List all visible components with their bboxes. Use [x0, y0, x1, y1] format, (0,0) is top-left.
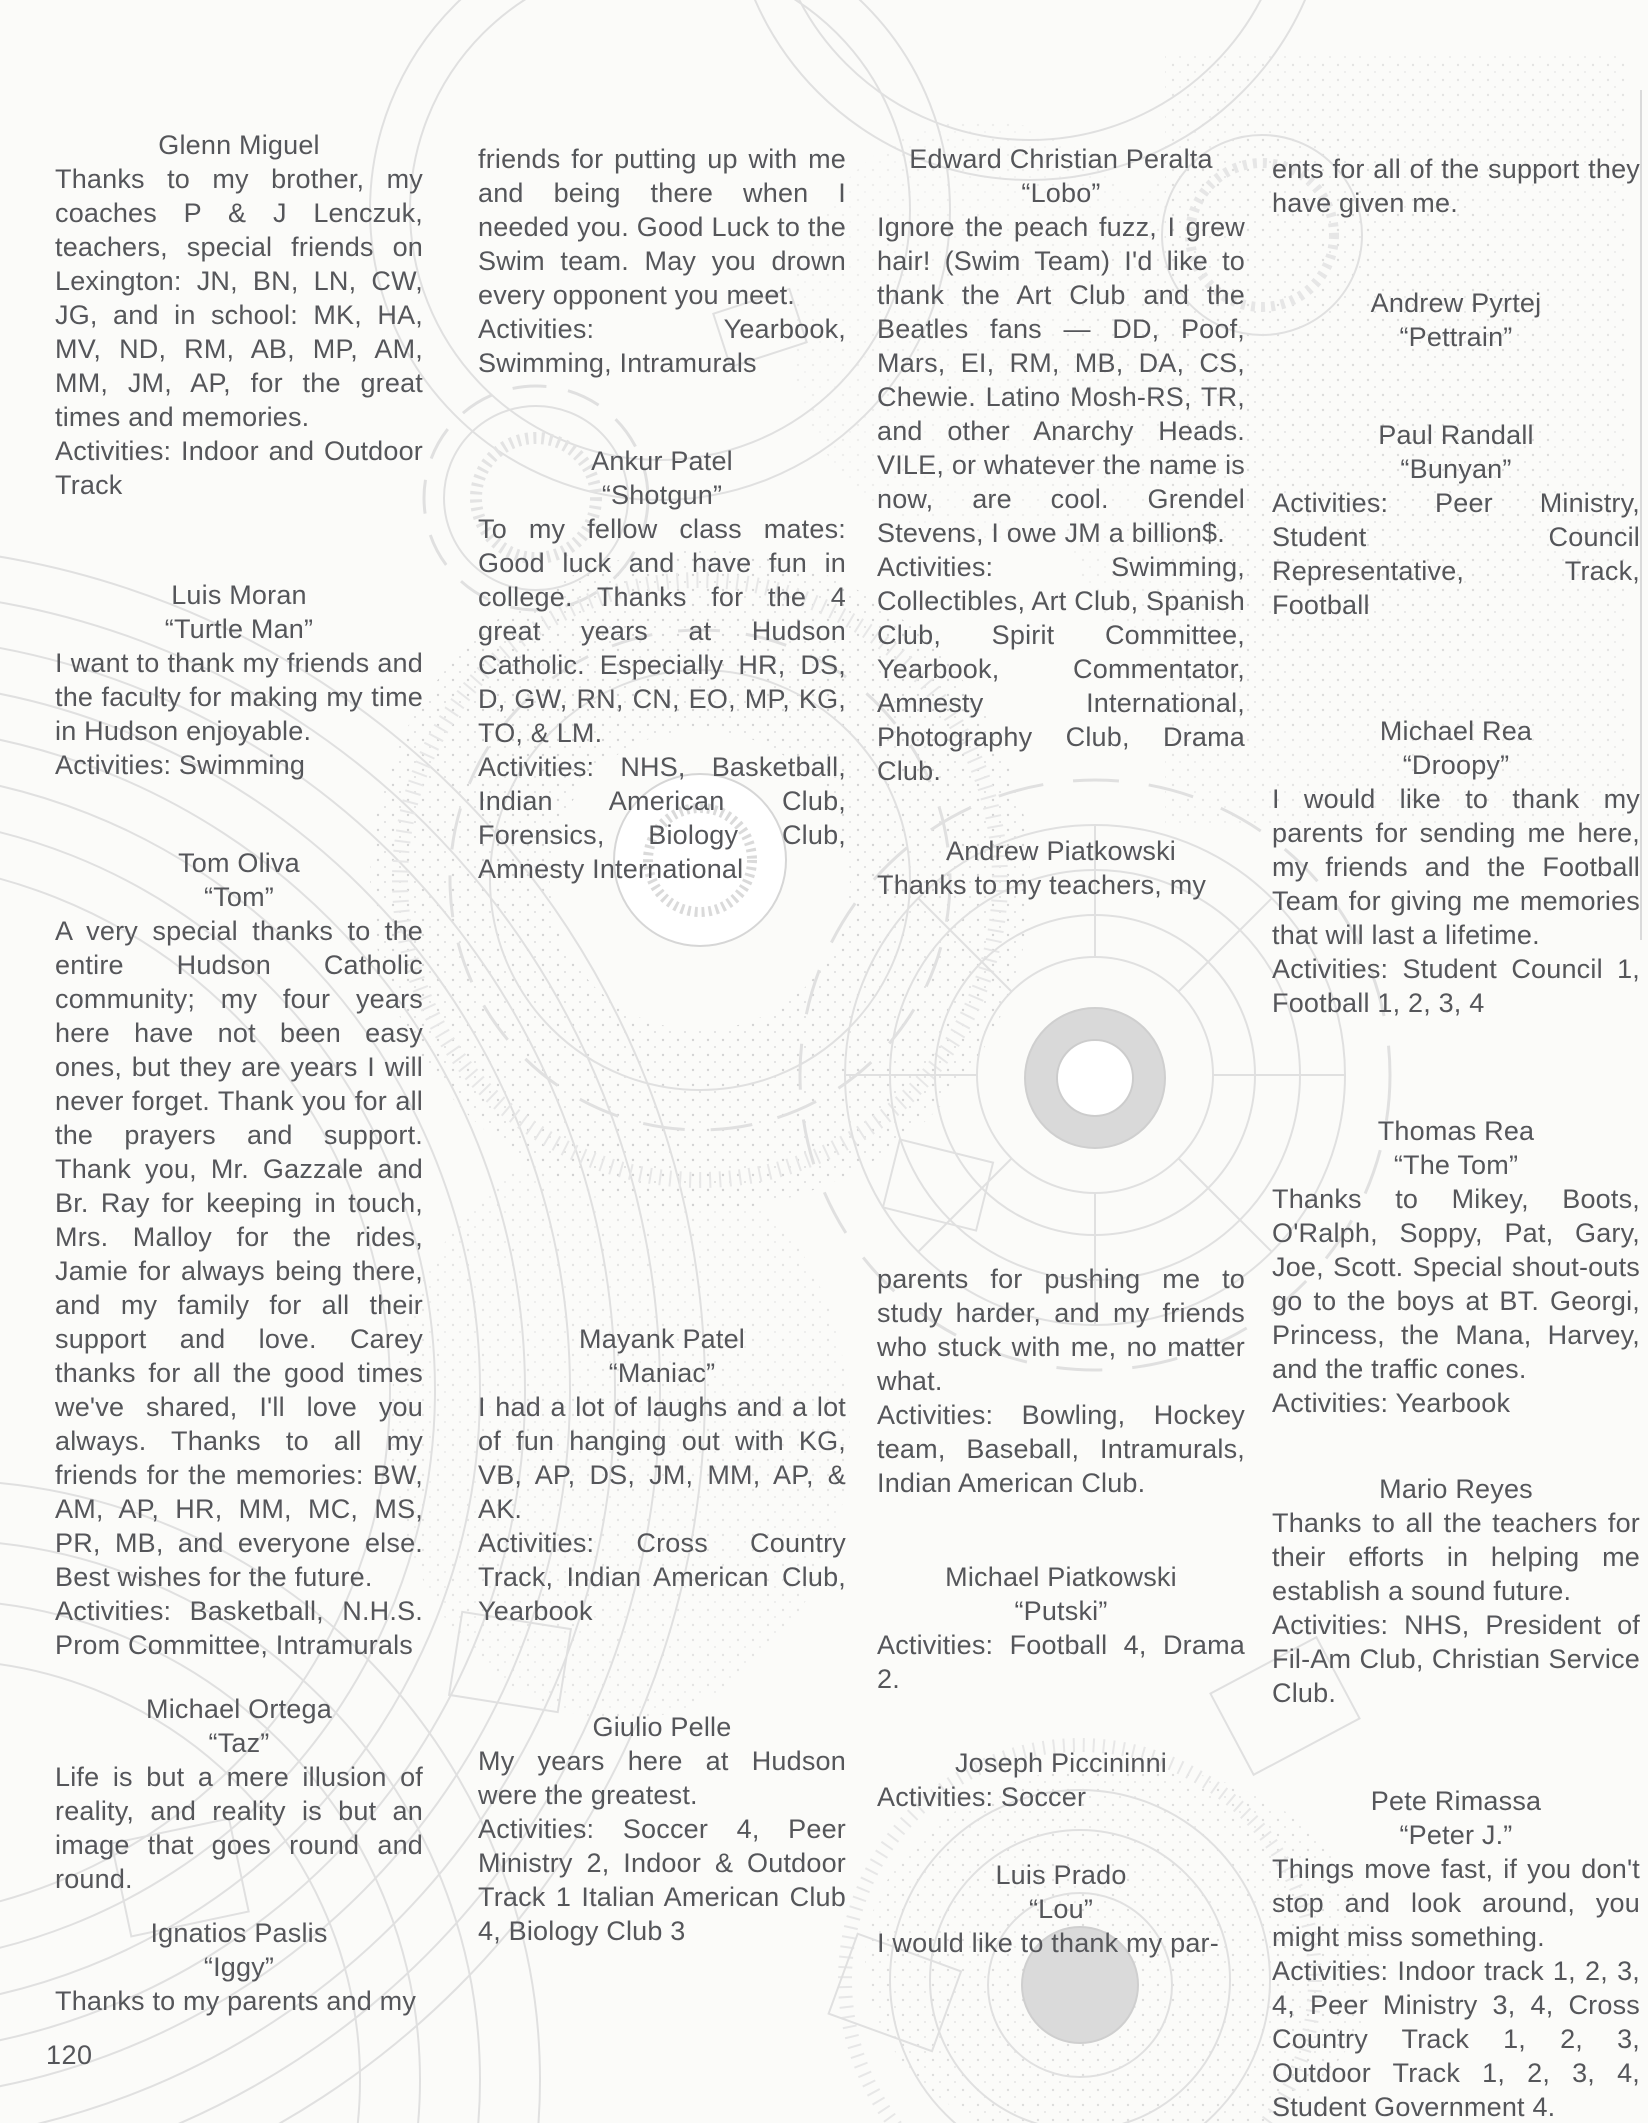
yearbook-entry-continuation: [478, 142, 846, 380]
entry-name: Pete Rimassa: [1370, 1786, 1542, 1816]
entry-body: I want to thank my friends and the faculty for making my time in Hudson enjoyable.: [55, 648, 423, 746]
yearbook-entry: [478, 1710, 846, 1948]
entry-activities: Activities: Cross Country Track, Indian American Club, Yearbook: [478, 1528, 846, 1626]
entry-nickname: “Lobo”: [1021, 178, 1101, 208]
entry-name: Tom Oliva: [178, 848, 300, 878]
entry-activities: Activities: Student Council 1, Football 1, 2, 3, 4: [1272, 954, 1640, 1018]
entry-name: Giulio Pelle: [592, 1712, 732, 1742]
entry-nickname: “Pettrain”: [1399, 322, 1513, 352]
entry-nickname: “Tom”: [204, 882, 274, 912]
entry-name: Mayank Patel: [579, 1324, 745, 1354]
entry-nickname: “Turtle Man”: [164, 614, 314, 644]
entry-name: Ignatios Paslis: [150, 1918, 328, 1948]
text-column: [1272, 0, 1640, 2123]
entry-body: Things move fast, if you don't stop and look around, you might miss something.: [1272, 1854, 1640, 1952]
entry-nickname: “Iggy”: [203, 1952, 275, 1982]
entry-body: ents for all of the support they have given me.: [1272, 154, 1640, 218]
entry-activities: Activities: Peer Ministry, Student Council Representative, Track, Football: [1272, 488, 1640, 620]
yearbook-entry: [1272, 1114, 1640, 1420]
entry-body: A very special thanks to the entire Hudson Catholic community; my four years here have not been easy ones, but they are years I will never forget. Thank you for all the prayers and support. Thank you, Mr. Gazzale and Br. Ray for keeping in touch, Mrs. Malloy for the rides, Jamie for always being there, and my family for all their support and love. Carey thanks for all the good times we've shared, I'll love you always. Thanks to all my friends for the memories: BW, AM, AP, HR, MM, MC, MS, PR, MB, and everyone else. Best wishes for the future.: [55, 916, 423, 1592]
entry-body: Thanks to my parents and my: [55, 1986, 417, 2016]
entry-body: Thanks to all the teachers for their efforts in helping me establish a sound future.: [1272, 1508, 1640, 1606]
yearbook-entry: [55, 1916, 423, 2018]
yearbook-entry: [877, 834, 1245, 902]
entry-nickname: “Taz”: [208, 1728, 270, 1758]
entry-name: Thomas Rea: [1377, 1116, 1535, 1146]
entry-name: Paul Randall: [1378, 420, 1534, 450]
yearbook-entry: [55, 1692, 423, 1896]
entry-activities: Activities: Soccer: [877, 1782, 1087, 1812]
entry-nickname: “Droopy”: [1402, 750, 1510, 780]
entry-activities: Activities: NHS, Basketball, Indian American Club, Forensics, Biology Club, Amnesty International: [478, 752, 846, 884]
yearbook-entry: [1272, 286, 1640, 354]
entry-activities: Activities: Indoor and Outdoor Track: [55, 436, 423, 500]
entry-activities: Activities: Swimming: [55, 750, 306, 780]
entry-name: Ankur Patel: [591, 446, 733, 476]
entry-nickname: “Bunyan”: [1400, 454, 1512, 484]
text-column: [478, 0, 846, 1948]
entry-body: I had a lot of laughs and a lot of fun hanging out with KG, VB, AP, DS, JM, MM, AP, & AK.: [478, 1392, 846, 1524]
entry-activities: Activities: Yearbook, Swimming, Intramurals: [478, 314, 846, 378]
entry-name: Michael Rea: [1379, 716, 1533, 746]
yearbook-entry: [877, 1560, 1245, 1696]
text-column: [877, 0, 1245, 1960]
entry-nickname: “Maniac”: [608, 1358, 716, 1388]
entry-body: I would like to thank my parents for sending me here, my friends and the Football Team for giving me memories that will last a lifetime.: [1272, 784, 1640, 950]
entry-name: Mario Reyes: [1379, 1474, 1533, 1504]
yearbook-entry: [877, 142, 1245, 788]
yearbook-entry: [1272, 1784, 1640, 2123]
entry-name: Luis Moran: [171, 580, 307, 610]
entry-activities: Activities: Basketball, N.H.S. Prom Committee, Intramurals: [55, 1596, 423, 1660]
text-column: [55, 0, 423, 2018]
yearbook-entry: [877, 1858, 1245, 1960]
entry-name: Andrew Pyrtej: [1370, 288, 1542, 318]
entry-body: parents for pushing me to study harder, and my friends who stuck with me, no matter what.: [877, 1264, 1245, 1396]
entry-nickname: “The Tom”: [1393, 1150, 1519, 1180]
entry-body: I would like to thank my par-: [877, 1928, 1219, 1958]
yearbook-entry-continuation: [1272, 152, 1640, 220]
entry-activities: Activities: Football 4, Drama 2.: [877, 1630, 1245, 1694]
entry-name: Michael Piatkowski: [945, 1562, 1177, 1592]
entry-activities: Activities: Bowling, Hockey team, Baseball, Intramurals, Indian American Club.: [877, 1400, 1245, 1498]
entry-name: Michael Ortega: [146, 1694, 332, 1724]
entry-nickname: “Peter J.”: [1399, 1820, 1513, 1850]
entry-activities: Activities: Indoor track 1, 2, 3, 4, Peer Ministry 3, 4, Cross Country Track 1, 2, 3, Outdoor Track 1, 2, 3, 4, Student Government 4.: [1272, 1956, 1640, 2122]
yearbook-entry: [55, 578, 423, 782]
page-number: 120: [46, 2040, 93, 2070]
yearbook-entry: [1272, 418, 1640, 622]
entry-body: Ignore the peach fuzz, I grew hair! (Swim Team) I'd like to thank the Art Club and the Beatles fans — DD, Poof, Mars, EI, RM, MB, DA, CS, Chewie. Latino Mosh-RS, TR, and other Anarchy Heads. VILE, or whatever the name is now, are cool. Grendel Stevens, I owe JM a billion$.: [877, 212, 1245, 548]
entry-activities: Activities: Yearbook: [1272, 1388, 1511, 1418]
entry-name: Joseph Piccininni: [954, 1748, 1168, 1778]
yearbook-entry: [877, 1746, 1245, 1814]
entry-activities: Activities: Soccer 4, Peer Ministry 2, Indoor & Outdoor Track 1 Italian American Club 4, Biology Club 3: [478, 1814, 846, 1946]
entry-body: Thanks to my teachers, my: [877, 870, 1207, 900]
yearbook-entry: [478, 1322, 846, 1628]
entry-body: My years here at Hudson were the greatest.: [478, 1746, 846, 1810]
entry-body: friends for putting up with me and being there when I needed you. Good Luck to the Swim team. May you drown every opponent you meet.: [478, 144, 846, 310]
yearbook-entry: [1272, 714, 1640, 1020]
entry-body: To my fellow class mates: Good luck and have fun in college. Thanks for the 4 great years at Hudson Catholic. Especially HR, DS, D, GW, RN, CN, EO, MP, KG, TO, & LM.: [478, 514, 846, 748]
entry-name: Andrew Piatkowski: [946, 836, 1176, 866]
entry-nickname: “Lou”: [1028, 1894, 1094, 1924]
entry-body: Thanks to Mikey, Boots, O'Ralph, Soppy, Pat, Gary, Joe, Scott. Special shout-outs go to the boys at BT. Georgi, Princess, the Mana, Harvey, and the traffic cones.: [1272, 1184, 1640, 1384]
entry-name: Luis Prado: [995, 1860, 1127, 1890]
entry-activities: Activities: Swimming, Collectibles, Art Club, Spanish Club, Spirit Committee, Yearbook, Commentator, Amnesty International, Photography Club, Drama Club.: [877, 552, 1245, 786]
entry-activities: Activities: NHS, President of Fil-Am Club, Christian Service Club.: [1272, 1610, 1640, 1708]
entry-name: Glenn Miguel: [158, 130, 320, 160]
yearbook-entry: [55, 846, 423, 1662]
yearbook-entry: [478, 444, 846, 886]
entry-name: Edward Christian Peralta: [909, 144, 1213, 174]
yearbook-entry-continuation: [877, 1262, 1245, 1500]
entry-body: Life is but a mere illusion of reality, and reality is but an image that goes round and round.: [55, 1762, 423, 1894]
entry-nickname: “Putski”: [1014, 1596, 1108, 1626]
yearbook-entry: [55, 128, 423, 502]
yearbook-entry: [1272, 1472, 1640, 1710]
entry-body: Thanks to my brother, my coaches P & J Lenczuk, teachers, special friends on Lexington: JN, BN, LN, CW, JG, and in school: MK, HA, MV, ND, RM, AB, MP, AM, MM, JM, AP, for the great times and memories.: [55, 164, 423, 432]
entry-nickname: “Shotgun”: [601, 480, 723, 510]
